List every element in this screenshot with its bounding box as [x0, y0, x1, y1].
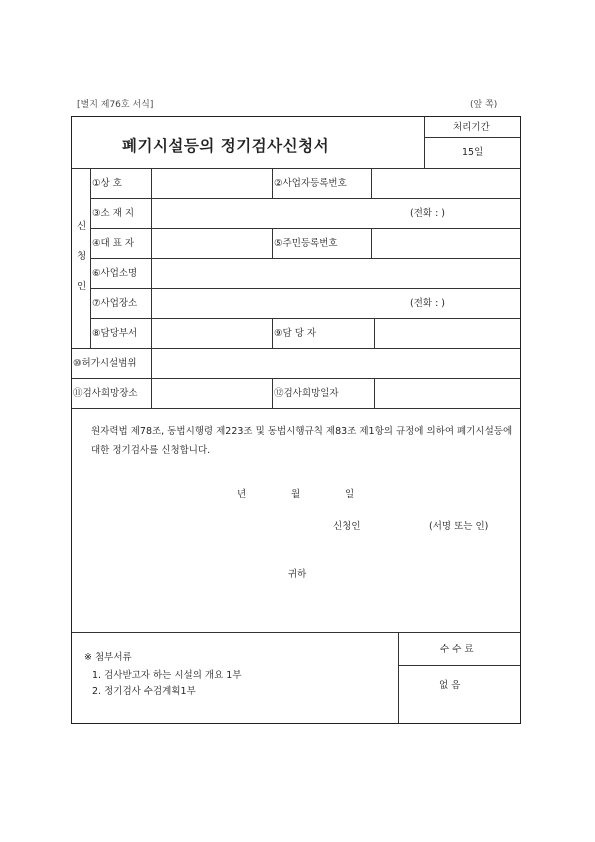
form-number: [별지 제76호 서식] — [77, 100, 154, 110]
preferred-date-label: ⑫검사희망일자 — [274, 388, 339, 399]
processing-period-value: 15일 — [462, 147, 484, 158]
fee-col-line — [398, 632, 399, 723]
attachments-heading: ※ 첨부서류 — [84, 652, 132, 663]
department-label: ⑧담당부서 — [92, 328, 138, 339]
sign-or-seal-note: (서명 또는 인) — [429, 521, 489, 532]
resident-reg-no-label: ⑤주민등록번호 — [274, 238, 338, 249]
permit-scope-field[interactable] — [152, 349, 519, 377]
applicant-signature-field[interactable] — [365, 516, 415, 534]
business-reg-no-label: ②사업자등록번호 — [274, 178, 347, 189]
fee-label: 수 수 료 — [440, 644, 474, 655]
person-in-charge-field[interactable] — [375, 319, 519, 347]
mid-col-line-1 — [272, 168, 273, 198]
form-title: 폐기시설등의 정기검사신청서 — [122, 137, 330, 155]
date-year-label: 년 — [237, 489, 247, 500]
preferred-place-label: ⑪검사희망장소 — [73, 388, 138, 399]
applicant-group-char-2: 청 — [77, 251, 87, 262]
applicant-signature-label: 신청인 — [333, 521, 361, 532]
permit-scope-label: ⑩허가시설범위 — [73, 358, 137, 369]
row-line-9 — [72, 408, 520, 409]
address-field[interactable] — [152, 199, 402, 227]
date-month-label: 월 — [291, 489, 301, 500]
business-place-phone-label: (전화 : ) — [410, 298, 446, 309]
address-label: ③소 재 지 — [92, 208, 135, 219]
business-place-label: ⑦사업장소 — [92, 298, 138, 309]
mid-col-line-5 — [272, 318, 273, 348]
fee-divider — [398, 665, 520, 666]
applicant-col-line — [90, 168, 91, 348]
resident-reg-no-field[interactable] — [372, 229, 519, 257]
trade-name-field[interactable] — [152, 169, 271, 197]
business-office-label: ⑥사업소명 — [92, 268, 138, 279]
business-reg-no-field[interactable] — [372, 169, 519, 197]
preferred-place-field[interactable] — [152, 379, 271, 407]
applicant-group-char-3: 인 — [77, 281, 87, 292]
person-in-charge-label: ⑨담 당 자 — [274, 328, 317, 339]
addressee-label: 귀하 — [288, 569, 307, 580]
processing-inner-line — [424, 137, 520, 138]
trade-name-label: ①상 호 — [92, 178, 122, 189]
row-line-10 — [72, 632, 520, 633]
processing-period-label: 처리기간 — [453, 122, 490, 133]
mid-col-line-3 — [272, 228, 273, 258]
department-field[interactable] — [152, 319, 271, 347]
preferred-date-field[interactable] — [375, 379, 519, 407]
date-day-label: 일 — [345, 489, 355, 500]
business-place-field[interactable] — [152, 289, 402, 317]
mid-col-line-7 — [272, 378, 273, 408]
address-phone-label: (전화 : ) — [410, 208, 446, 219]
business-office-field[interactable] — [152, 259, 519, 287]
page-side-label: (앞 쪽) — [470, 100, 498, 110]
fee-value: 없 음 — [439, 680, 461, 691]
applicant-group-char-1: 신 — [77, 221, 87, 232]
representative-field[interactable] — [152, 229, 271, 257]
attachment-item-2: 2. 정기검사 수검계획1부 — [92, 686, 196, 697]
attachment-item-1: 1. 검사받고자 하는 시설의 개요 1부 — [92, 670, 242, 681]
representative-label: ④대 표 자 — [92, 238, 135, 249]
application-statement: 원자력법 제78조, 동법시행령 제223조 및 동법시행규칙 제83조 제1항의 규정에 의하여 폐기시설등에 대한 정기검사를 신청합니다. — [91, 426, 513, 456]
processing-divider — [424, 117, 425, 168]
